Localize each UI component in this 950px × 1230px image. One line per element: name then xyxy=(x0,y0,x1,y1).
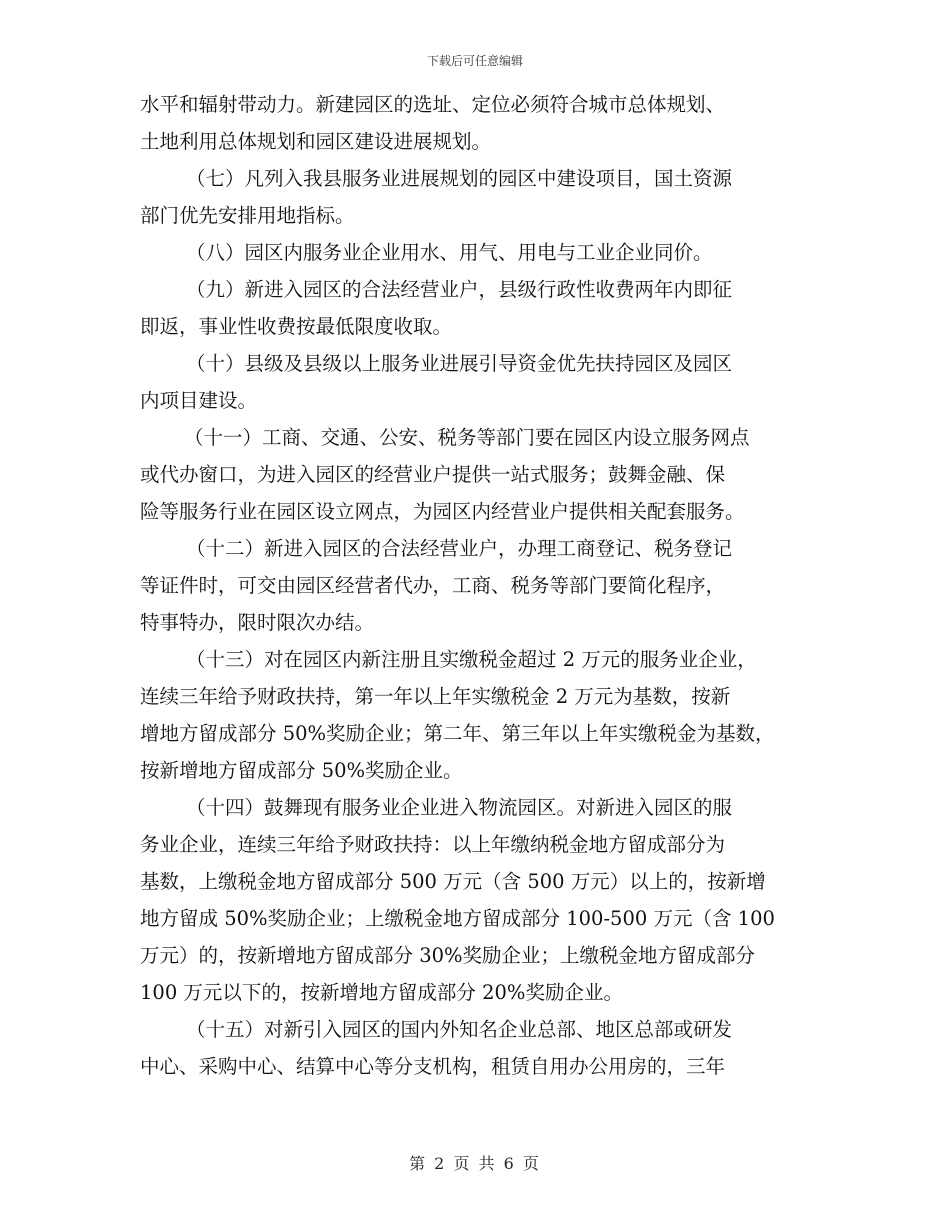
text-line: （十）县级及县级以上服务业进展引导资金优先扶持园区及园区 xyxy=(186,352,733,375)
text-line: 基数，上缴税金地方留成部分 500 万元（含 500 万元）以上的，按新增 xyxy=(140,870,766,893)
text-line: （八）园区内服务业企业用水、用气、用电与工业企业同价。 xyxy=(186,241,713,264)
text-line: 特事特办，限时限次办结。 xyxy=(140,611,375,634)
text-line: 地方留成 50%奖励企业；上缴税金地方留成部分 100-500 万元（含 100 xyxy=(140,907,775,930)
text-line: 连续三年给予财政扶持，第一年以上年实缴税金 2 万元为基数，按新 xyxy=(140,685,731,708)
text-line: 按新增地方留成部分 50%奖励企业。 xyxy=(140,759,463,782)
text-line: 土地利用总体规划和园区建设进展规划。 xyxy=(140,130,492,153)
text-line: 险等服务行业在园区设立网点，为园区内经营业户提供相关配套服务。 xyxy=(140,500,745,523)
body-text xyxy=(140,86,840,1085)
text-line: 务业企业，连续三年给予财政扶持：以上年缴纳税金地方留成部分为 xyxy=(140,833,726,856)
text-line: （十五）对新引入园区的国内外知名企业总部、地区总部或研发 xyxy=(186,1018,733,1041)
text-line: 等证件时，可交由园区经营者代办，工商、税务等部门要简化程序， xyxy=(140,574,726,597)
text-line: 水平和辐射带动力。新建园区的选址、定位必须符合城市总体规划、 xyxy=(140,93,726,116)
header-note: 下载后可任意编辑 xyxy=(426,54,523,68)
text-line: 即返，事业性收费按最低限度收取。 xyxy=(140,315,453,338)
text-line: （七）凡列入我县服务业进展规划的园区中建设项目，国土资源 xyxy=(186,167,733,190)
text-line: 100 万元以下的，按新增地方留成部分 20%奖励企业。 xyxy=(140,981,623,1004)
text-line: （十一）工商、交通、公安、税务等部门要在园区内设立服务网点 xyxy=(184,426,750,449)
page-footer xyxy=(0,1151,950,1174)
text-line: 内项目建设。 xyxy=(140,389,258,412)
text-line: 增地方留成部分 50%奖励企业；第二年、第三年以上年实缴税金为基数， xyxy=(140,722,775,745)
text-line: （十三）对在园区内新注册且实缴税金超过 2 万元的服务业企业， xyxy=(186,648,757,671)
text-line: 部门优先安排用地指标。 xyxy=(140,204,355,227)
text-line: （十二）新进入园区的合法经营业户，办理工商登记、税务登记 xyxy=(186,537,733,560)
text-line: 或代办窗口，为进入园区的经营业户提供一站式服务；鼓舞金融、保 xyxy=(140,463,726,486)
page-number: 第 2 页 共 6 页 xyxy=(409,1154,541,1173)
text-line: 万元）的，按新增地方留成部分 30%奖励企业；上缴税金地方留成部分 xyxy=(140,944,756,967)
text-line: （九）新进入园区的合法经营业户，县级行政性收费两年内即征 xyxy=(186,278,733,301)
text-line: 中心、采购中心、结算中心等分支机构，租赁自用办公用房的，三年 xyxy=(140,1055,726,1078)
text-line: （十四）鼓舞现有服务业企业进入物流园区。对新进入园区的服 xyxy=(186,796,733,819)
